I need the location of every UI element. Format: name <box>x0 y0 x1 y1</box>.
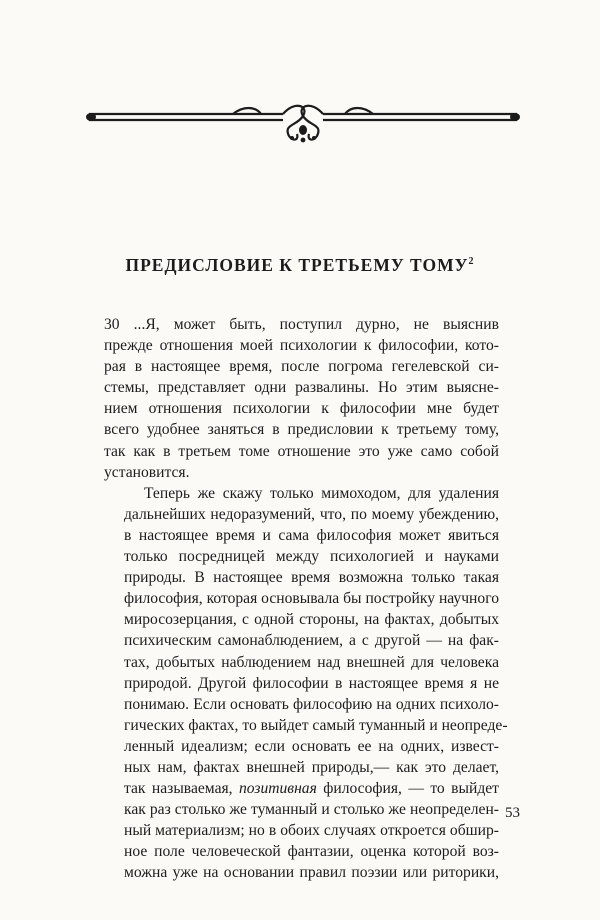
text-line: стемы, представляет одни развалины. Но этим выясне- <box>104 379 499 397</box>
text-line: ное поле человеческой фантазии, оценка которой воз- <box>124 843 499 861</box>
text-line: только посредницей между психологией и науками <box>124 548 499 566</box>
text-line: как раз столько же туманный и столько же неопределен- <box>124 801 499 819</box>
main-text <box>104 314 508 884</box>
text-line: философия, которая основывала бы постройку научного <box>124 590 499 608</box>
text-line: миросозерцания, с одной стороны, на фактах, добытых <box>124 611 499 629</box>
text-line: природы. В настоящее время возможна только такая <box>124 569 499 587</box>
text-line: 30 ...Я, может быть, поступил дурно, не выяснив <box>104 316 499 333</box>
text-line: можна уже на основании правил поэзии или риторики, <box>124 864 499 882</box>
text-line: так называемая, позитивная философия, — то выйдет <box>124 780 499 798</box>
text-line: рая в настоящее время, после погрома гегелевской си- <box>104 358 499 376</box>
section-number: 30 <box>104 316 120 333</box>
decorative-ornament-icon <box>83 96 523 146</box>
text-line: ных нам, фактах внешней природы,— как это делает, <box>124 758 499 776</box>
page-number: 53 <box>505 805 520 821</box>
italic-term: позитивная <box>238 780 317 798</box>
paragraph-1 <box>104 314 499 483</box>
text-line: понимаю. Если основать философию на одних психоло- <box>124 695 499 713</box>
text-line: в настоящее время и сама философия может явиться <box>124 526 499 544</box>
text-line: установится. <box>104 463 190 481</box>
paragraph-2 <box>104 483 508 884</box>
page-title: ПРЕДИСЛОВИЕ К ТРЕТЬЕМУ ТОМУ$^2$ <box>125 255 475 275</box>
text-line: природой. Другой философии в настоящее время я не <box>124 674 499 692</box>
text-line: гических фактах, то выйдет самый туманный и неопреде- <box>124 716 508 734</box>
text-line: всего удобнее заняться в предисловии к третьему тому, <box>104 421 499 439</box>
text-line: прежде отношения моей психологии к философии, кото- <box>104 337 499 355</box>
text-line: Теперь же скажу только мимоходом, для удаления <box>144 484 499 502</box>
text-line: нием отношения психологии к философии мне будет <box>104 400 499 418</box>
footnote-marker: 2 <box>468 256 475 268</box>
text-line: так как в третьем томе отношение это уже само собой <box>104 442 499 460</box>
text-line: психическим самонаблюдением, а с другой — на фак- <box>124 632 499 650</box>
text-line: дальнейших недоразумений, что, по моему убеждению, <box>124 505 499 523</box>
text-line: тах, добытых наблюдением над внешней для человека <box>124 653 499 671</box>
text-line: ленный идеализм; если основать ее на одних, извест- <box>124 737 499 755</box>
text-line: ный материализм; но в обоих случаях откроется обшир- <box>124 822 499 840</box>
